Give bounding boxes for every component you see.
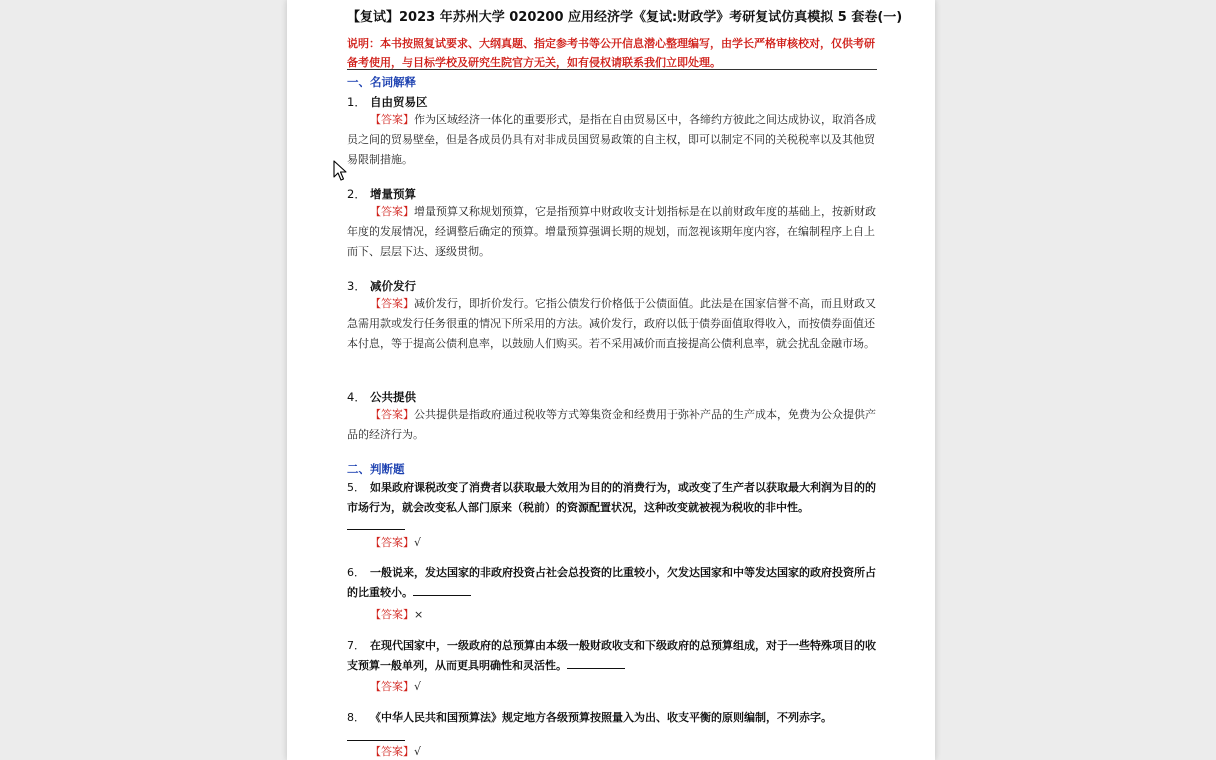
- answer-mark: √: [414, 745, 422, 758]
- answer-tag: 【答案】: [370, 745, 414, 758]
- mouse-pointer-icon: [333, 160, 347, 182]
- answer-tag: 【答案】: [370, 113, 414, 126]
- judgement-answer: [370, 678, 421, 694]
- term-title: 公共提供: [370, 390, 416, 404]
- section-judge-heading: 二、判断题: [347, 462, 405, 476]
- term-answer: [347, 294, 877, 354]
- question-number: 6．: [347, 566, 365, 579]
- judgement-answer: [370, 534, 421, 550]
- answer-blank: [347, 519, 405, 530]
- answer-tag: 【答案】: [370, 205, 414, 218]
- answer-text: 作为区域经济一体化的重要形式，是指在自由贸易区中，各缔约方彼此之间达成协议，取消各成员之间的贸易壁垒，但是各成员仍具有对非成员国贸易政策的自主权，即可以制定不同的关税税率以及其他贸易限制措施。: [347, 113, 876, 166]
- answer-tag: 【答案】: [370, 408, 414, 421]
- term-title: 增量预算: [370, 187, 416, 201]
- term-heading: [347, 389, 416, 405]
- term-title: 减价发行: [370, 279, 416, 293]
- document-page: [287, 0, 935, 760]
- statement-text: 在现代国家中，一级政府的总预算由本级一般财政收支和下级政府的总预算组成，对于一些特殊项目的收支预算一般单列，从而更具明确性和灵活性。: [347, 639, 876, 672]
- answer-text: 公共提供是指政府通过税收等方式筹集资金和经费用于弥补产品的生产成本，免费为公众提供产品的经济行为。: [347, 408, 876, 441]
- answer-mark: ×: [414, 608, 424, 621]
- statement-text: 一般说来，发达国家的非政府投资占社会总投资的比重较小，欠发达国家和中等发达国家的政府投资所占的比重较小。: [347, 566, 876, 599]
- term-answer: [347, 202, 877, 262]
- judgement-answer: [370, 743, 421, 759]
- question-number: 7．: [347, 639, 365, 652]
- term-heading: [347, 278, 416, 294]
- answer-text: 增量预算又称规划预算，它是指预算中财政收支计划指标是在以前财政年度的基础上，按新财政年度的发展情况，经调整后确定的预算。增量预算强调长期的规划，而忽视该期年度内容，在编制程序上自上而下、层层下达、逐级贯彻。: [347, 205, 876, 258]
- answer-blank: [413, 585, 471, 596]
- page-title: 【复试】2023 年苏州大学 020200 应用经济学《复试:财政学》考研复试仿真模拟 5 套卷(一): [347, 10, 903, 25]
- answer-tag: 【答案】: [370, 297, 414, 310]
- answer-blank: [347, 730, 405, 741]
- judgement-statement: [347, 708, 877, 747]
- term-heading: [347, 94, 428, 110]
- answer-text: 减价发行，即折价发行。它指公债发行价格低于公债面值。此法是在国家信誉不高，而且财政又急需用款或发行任务很重的情况下所采用的方法。减价发行，政府以低于债券面值取得收入，而按债券面值还本付息，等于提高公债利息率，以鼓励人们购买。若不采用减价而直接提高公债利息率，就会扰乱金融市场。: [347, 297, 876, 350]
- term-answer: [347, 110, 877, 170]
- judgement-statement: [347, 563, 877, 602]
- statement-text: 《中华人民共和国预算法》规定地方各级预算按照量入为出、收支平衡的原则编制，不列赤字。: [370, 711, 832, 724]
- divider: [347, 69, 877, 70]
- term-number: 3．: [347, 279, 366, 293]
- answer-mark: √: [414, 536, 422, 549]
- term-heading: [347, 186, 416, 202]
- section-terms-heading: 一、名词解释: [347, 75, 416, 89]
- term-title: 自由贸易区: [370, 95, 428, 109]
- answer-tag: 【答案】: [370, 680, 414, 693]
- judgement-statement: [347, 636, 877, 675]
- answer-blank: [567, 658, 625, 669]
- term-number: 4．: [347, 390, 366, 404]
- question-number: 8．: [347, 711, 365, 724]
- term-number: 1．: [347, 95, 366, 109]
- disclaimer-notice: 说明：本书按照复试要求、大纲真题、指定参考书等公开信息潜心整理编写，由学长严格审核校对，仅供考研备考使用，与目标学校及研究生院官方无关，如有侵权请联系我们立即处理。: [347, 37, 875, 69]
- answer-tag: 【答案】: [370, 536, 414, 549]
- judgement-answer: [370, 606, 423, 622]
- judgement-statement: [347, 478, 877, 537]
- term-number: 2．: [347, 187, 366, 201]
- question-number: 5．: [347, 481, 365, 494]
- answer-tag: 【答案】: [370, 608, 414, 621]
- term-answer: [347, 405, 877, 445]
- answer-mark: √: [414, 680, 422, 693]
- statement-text: 如果政府课税改变了消费者以获取最大效用为目的的消费行为，或改变了生产者以获取最大利润为目的的市场行为，就会改变私人部门原来（税前）的资源配置状况，这种改变就被视为税收的非中性。: [347, 481, 876, 514]
